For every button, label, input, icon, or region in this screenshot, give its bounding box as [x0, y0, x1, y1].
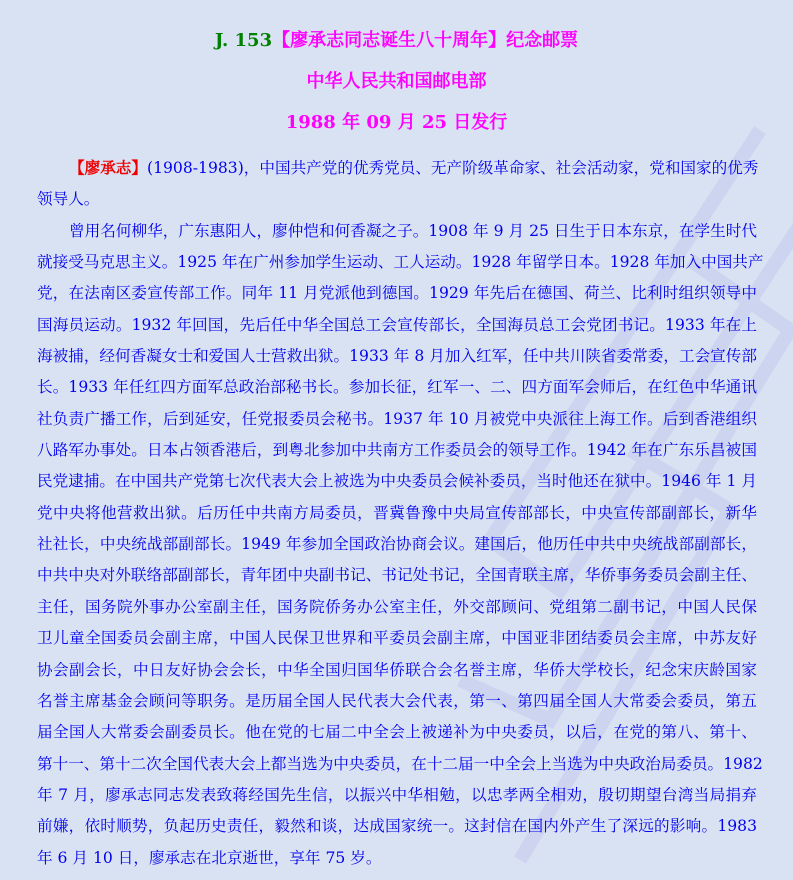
biography-line: 年 7 月，廖承志同志发表致蒋经国先生信，以振兴中华相勉，以忠孝两全相劝，殷切期望台湾当局捐弃 [37, 785, 757, 804]
intro-line: 领导人。 [37, 190, 100, 209]
biography-line: 第十一、第十二次全国代表大会上都当选为中央委员，在十二届一中全会上当选为中央政治局委员。1982 [37, 754, 763, 773]
biography-line: 海被捕，经何香凝女士和爱国人士营救出狱。1933 年 8 月加入红军，任中共川陕省委常委，工会宣传部 [37, 347, 757, 366]
biography-line: 长。1933 年任红四方面军总政治部秘书长。参加长征，红军一、二、四方面军会师后，在红色中华通讯 [37, 378, 757, 397]
biography-line: 八路军办事处。日本占领香港后，到粤北参加中共南方工作委员会的领导工作。1942 年在广东乐昌被国 [37, 441, 757, 460]
biography-line: 届全国人大常委会副委员长。他在党的七届二中全会上被递补为中央委员，以后，在党的第八、第十、 [37, 723, 757, 742]
person-name: 【廖承志】 [69, 158, 147, 177]
biography-paragraph [37, 220, 764, 878]
biography-line: 就接受马克思主义。1925 年在广州参加学生运动、工人运动。1928 年留学日本。1928 年加入中国共产 [37, 253, 764, 272]
biography-line: 协会副会长，中日友好协会会长，中华全国归国华侨联合会名誉主席，华侨大学校长，纪念宋庆龄国家 [37, 660, 757, 679]
biography-line: 前嫌，依时顺势，负起历史责任，毅然和谈，达成国家统一。这封信在国内外产生了深远的影响。1983 [37, 817, 757, 836]
biography-line: 名誉主席基金会顾问等职务。是历届全国人民代表大会代表，第一、第四届全国人大常委会委员，第五 [37, 691, 757, 710]
intro-text: (1908-1983)，中国共产党的优秀党员、无产阶级革命家、社会活动家，党和国家的优秀 [146, 159, 759, 177]
biography-line: 社负责广播工作，后到延安，任党报委员会秘书。1937 年 10 月被党中央派往上海工作。后到香港组织 [37, 409, 757, 428]
biography-line: 民党逮捕。在中国共产党第七次代表大会上被选为中央委员会候补委员，当时他还在狱中。1946 年 1 月 [37, 472, 757, 491]
biography-line: 国海员运动。1932 年回国，先后任中华全国总工会宣传部长，全国海员总工会党团书记。1933 年在上 [37, 315, 757, 334]
biography-line: 年 6 月 10 日，廖承志在北京逝世，享年 75 岁。 [37, 848, 382, 867]
stamp-name: 【廖承志同志诞生八十周年】纪念邮票 [272, 30, 579, 51]
stamp-code: J. 153 [214, 30, 273, 51]
issuer: 中华人民共和国邮电部 [306, 71, 487, 92]
article-body [37, 157, 764, 878]
biography-line: 党中央将他营救出狱。后历任中共南方局委员，晋冀鲁豫中央局宣传部部长，中央宣传部副部长，新华 [37, 503, 757, 522]
stamp-title [0, 30, 793, 52]
biography-line: 卫儿童全国委员会副主席，中国人民保卫世界和平委员会副主席，中国亚非团结委员会主席，中苏友好 [37, 629, 757, 648]
intro-line [37, 157, 757, 188]
biography-line: 曾用名何柳华，广东惠阳人，廖仲恺和何香凝之子。1908 年 9 月 25 日生于日本东京，在学生时代 [69, 221, 757, 240]
biography-line: 主任，国务院外事办公室副主任，国务院侨务办公室主任，外交部顾问、党组第二副书记，中国人民保 [37, 597, 757, 616]
biography-line: 社社长，中央统战部副部长。1949 年参加全国政治协商会议。建国后，他历任中共中央统战部副部长， [37, 535, 757, 554]
issue-date: 1988 年 09 月 25 日发行 [285, 112, 508, 133]
biography-line: 党，在法南区委宣传部工作。同年 11 月党派他到德国。1929 年先后在德国、荷兰、比利时组织领导中 [37, 284, 757, 303]
biography-line: 中共中央对外联络部副部长，青年团中央副书记、书记处书记，全国青联主席，华侨事务委员会副主任、 [37, 566, 757, 585]
